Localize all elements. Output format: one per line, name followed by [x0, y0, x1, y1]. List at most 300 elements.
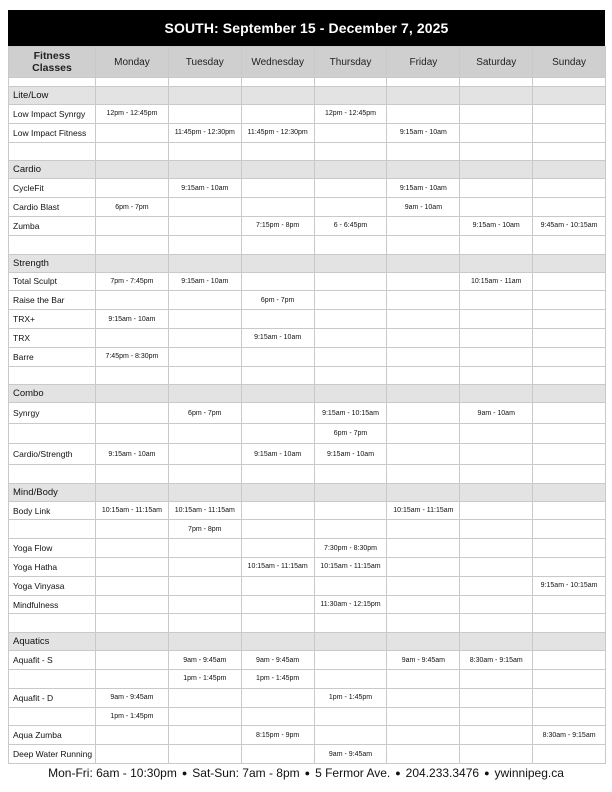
category-label: Combo — [9, 385, 96, 403]
category-cell — [460, 254, 533, 272]
class-time-cell: 12pm - 12:45pm — [96, 105, 169, 124]
category-row — [9, 161, 606, 179]
category-label: Aquatics — [9, 633, 96, 651]
class-time-cell — [460, 105, 533, 124]
category-label: Strength — [9, 254, 96, 272]
class-time-cell — [387, 576, 460, 595]
category-cell — [168, 385, 241, 403]
bullet-icon: ● — [181, 768, 188, 778]
class-time-cell — [168, 688, 241, 707]
blank-row — [9, 235, 606, 254]
schedule-title: SOUTH: September 15 - December 7, 2025 — [8, 10, 605, 46]
class-time-cell — [168, 444, 241, 465]
class-time-cell: 7:45pm - 8:30pm — [96, 347, 169, 366]
category-cell — [96, 87, 169, 105]
class-name: Raise the Bar — [9, 291, 96, 310]
category-cell — [533, 633, 606, 651]
class-row — [9, 651, 606, 670]
class-name: Yoga Vinyasa — [9, 576, 96, 595]
class-time-cell — [460, 576, 533, 595]
footer-weekend-hours: Sat-Sun: 7am - 8pm — [192, 766, 300, 780]
class-time-cell — [387, 558, 460, 577]
class-time-cell — [533, 670, 606, 689]
class-time-cell — [168, 707, 241, 726]
class-time-cell — [533, 291, 606, 310]
category-cell — [460, 385, 533, 403]
blank-cell — [168, 614, 241, 633]
class-time-cell — [96, 179, 169, 198]
class-time-cell — [314, 651, 387, 670]
footer-weekday-hours: Mon-Fri: 6am - 10:30pm — [48, 766, 177, 780]
class-time-cell: 9:15am - 10am — [387, 179, 460, 198]
category-cell — [168, 87, 241, 105]
class-time-cell — [387, 272, 460, 291]
class-time-cell — [314, 726, 387, 745]
category-label: Lite/Low — [9, 87, 96, 105]
blank-cell — [533, 614, 606, 633]
schedule-body — [9, 78, 606, 764]
class-time-cell — [387, 726, 460, 745]
class-time-cell — [96, 745, 169, 764]
blank-cell — [241, 366, 314, 385]
blank-cell — [314, 464, 387, 483]
class-row — [9, 520, 606, 539]
blank-cell — [533, 464, 606, 483]
class-name — [9, 670, 96, 689]
blank-cell — [96, 464, 169, 483]
class-time-cell — [314, 123, 387, 142]
class-time-cell — [241, 520, 314, 539]
class-time-cell — [241, 423, 314, 444]
class-row — [9, 105, 606, 124]
class-row — [9, 272, 606, 291]
footer-phone[interactable]: 204.233.3476 — [405, 766, 480, 780]
class-time-cell: 9am - 9:45am — [314, 745, 387, 764]
bullet-icon: ● — [304, 768, 311, 778]
category-row — [9, 254, 606, 272]
blank-row — [9, 614, 606, 633]
class-time-cell — [533, 105, 606, 124]
blank-cell — [387, 464, 460, 483]
class-row — [9, 216, 606, 235]
class-row — [9, 539, 606, 558]
class-time-cell — [168, 558, 241, 577]
class-time-cell — [168, 539, 241, 558]
blank-cell — [314, 366, 387, 385]
class-time-cell — [533, 179, 606, 198]
footer-website[interactable]: ywinnipeg.ca — [494, 766, 564, 780]
blank-cell — [314, 235, 387, 254]
class-name: Aquafit - S — [9, 651, 96, 670]
class-time-cell: 9:15am - 10am — [241, 444, 314, 465]
class-time-cell: 8:30am - 9:15am — [533, 726, 606, 745]
class-time-cell: 10:15am - 11:15am — [387, 501, 460, 520]
class-time-cell: 9:15am - 10:15am — [314, 403, 387, 424]
class-name: Synrgy — [9, 403, 96, 424]
blank-cell — [314, 614, 387, 633]
category-cell — [168, 161, 241, 179]
blank-cell — [241, 235, 314, 254]
class-name: Aquafit - D — [9, 688, 96, 707]
header-sunday: Sunday — [533, 47, 606, 78]
category-row — [9, 483, 606, 501]
class-time-cell — [533, 501, 606, 520]
class-time-cell — [241, 310, 314, 329]
class-time-cell — [168, 105, 241, 124]
blank-cell — [241, 142, 314, 161]
class-time-cell — [533, 423, 606, 444]
class-time-cell: 9:15am - 10am — [314, 444, 387, 465]
blank-cell — [460, 235, 533, 254]
class-row — [9, 745, 606, 764]
class-time-cell: 6pm - 7pm — [168, 403, 241, 424]
class-name: Cardio Blast — [9, 198, 96, 217]
category-cell — [533, 161, 606, 179]
header-fitness-line2: Classes — [32, 62, 72, 74]
class-name: CycleFit — [9, 179, 96, 198]
class-time-cell — [387, 423, 460, 444]
class-time-cell — [387, 444, 460, 465]
category-cell — [96, 385, 169, 403]
header-fitness-classes — [9, 47, 96, 78]
class-name: Low Impact Fitness — [9, 123, 96, 142]
class-time-cell — [168, 745, 241, 764]
class-time-cell — [533, 651, 606, 670]
class-time-cell — [460, 539, 533, 558]
blank-cell — [9, 142, 96, 161]
class-time-cell — [460, 291, 533, 310]
class-time-cell — [96, 670, 169, 689]
class-name: Aqua Zumba — [9, 726, 96, 745]
blank-row — [9, 142, 606, 161]
class-time-cell: 1pm - 1:45pm — [96, 707, 169, 726]
class-time-cell — [314, 347, 387, 366]
class-time-cell: 6 - 6:45pm — [314, 216, 387, 235]
class-time-cell — [314, 707, 387, 726]
class-time-cell — [314, 310, 387, 329]
class-time-cell — [387, 595, 460, 614]
class-time-cell: 9:15am - 10am — [168, 272, 241, 291]
category-cell — [460, 87, 533, 105]
class-time-cell: 10:15am - 11:15am — [314, 558, 387, 577]
class-time-cell — [96, 558, 169, 577]
class-time-cell — [314, 328, 387, 347]
class-time-cell: 11:30am - 12:15pm — [314, 595, 387, 614]
class-time-cell: 1pm - 1:45pm — [241, 670, 314, 689]
class-name: Low Impact Synrgy — [9, 105, 96, 124]
class-time-cell: 9:15am - 10:15am — [533, 576, 606, 595]
class-time-cell — [460, 347, 533, 366]
class-time-cell — [533, 328, 606, 347]
class-time-cell — [533, 347, 606, 366]
class-time-cell — [460, 123, 533, 142]
blank-cell — [533, 142, 606, 161]
class-row — [9, 179, 606, 198]
category-cell — [533, 87, 606, 105]
class-time-cell: 9:15am - 10am — [241, 328, 314, 347]
class-time-cell: 9:45am - 10:15am — [533, 216, 606, 235]
class-time-cell: 9:15am - 10am — [387, 123, 460, 142]
class-time-cell: 1pm - 1:45pm — [314, 688, 387, 707]
class-time-cell: 10:15am - 11:15am — [96, 501, 169, 520]
class-row — [9, 558, 606, 577]
class-name: Mindfulness — [9, 595, 96, 614]
category-row — [9, 87, 606, 105]
class-row — [9, 328, 606, 347]
class-time-cell — [533, 558, 606, 577]
category-cell — [387, 87, 460, 105]
category-cell — [314, 254, 387, 272]
category-cell — [314, 161, 387, 179]
class-time-cell — [168, 291, 241, 310]
blank-cell — [168, 142, 241, 161]
class-time-cell — [460, 198, 533, 217]
class-name: Deep Water Running — [9, 745, 96, 764]
class-time-cell: 9am - 10am — [460, 403, 533, 424]
class-time-cell: 11:45pm - 12:30pm — [241, 123, 314, 142]
class-time-cell — [460, 310, 533, 329]
class-time-cell — [314, 576, 387, 595]
class-time-cell — [168, 328, 241, 347]
class-time-cell — [314, 179, 387, 198]
class-time-cell — [460, 179, 533, 198]
blank-cell — [168, 366, 241, 385]
class-time-cell: 9:15am - 10am — [96, 444, 169, 465]
class-time-cell — [460, 707, 533, 726]
class-time-cell — [96, 403, 169, 424]
category-cell — [387, 254, 460, 272]
class-time-cell — [533, 688, 606, 707]
class-row — [9, 403, 606, 424]
category-cell — [314, 385, 387, 403]
class-time-cell — [168, 595, 241, 614]
category-cell — [241, 254, 314, 272]
class-row — [9, 707, 606, 726]
class-name: Cardio/Strength — [9, 444, 96, 465]
blank-cell — [168, 235, 241, 254]
blank-cell — [387, 142, 460, 161]
category-cell — [241, 483, 314, 501]
class-time-cell — [533, 310, 606, 329]
class-time-cell — [168, 198, 241, 217]
class-row — [9, 670, 606, 689]
class-time-cell: 6pm - 7pm — [96, 198, 169, 217]
class-row — [9, 595, 606, 614]
class-time-cell — [241, 595, 314, 614]
class-time-cell: 6pm - 7pm — [314, 423, 387, 444]
class-time-cell: 11:45pm - 12:30pm — [168, 123, 241, 142]
class-name — [9, 520, 96, 539]
category-label: Mind/Body — [9, 483, 96, 501]
category-cell — [460, 483, 533, 501]
class-time-cell — [241, 539, 314, 558]
class-time-cell — [533, 707, 606, 726]
blank-cell — [460, 142, 533, 161]
category-cell — [314, 483, 387, 501]
class-time-cell — [241, 745, 314, 764]
blank-cell — [533, 366, 606, 385]
spacer-row — [9, 78, 606, 87]
class-name: TRX+ — [9, 310, 96, 329]
class-time-cell — [314, 291, 387, 310]
class-row — [9, 123, 606, 142]
category-cell — [96, 161, 169, 179]
blank-cell — [387, 235, 460, 254]
class-time-cell: 6pm - 7pm — [241, 291, 314, 310]
category-cell — [387, 483, 460, 501]
class-name: Total Sculpt — [9, 272, 96, 291]
class-time-cell — [241, 576, 314, 595]
class-time-cell — [387, 539, 460, 558]
class-time-cell: 10:15am - 11:15am — [168, 501, 241, 520]
class-time-cell — [96, 216, 169, 235]
class-time-cell — [387, 216, 460, 235]
class-row — [9, 347, 606, 366]
class-time-cell — [168, 726, 241, 745]
class-time-cell — [460, 328, 533, 347]
category-cell — [533, 385, 606, 403]
class-time-cell — [460, 444, 533, 465]
class-time-cell — [533, 198, 606, 217]
class-time-cell — [387, 688, 460, 707]
category-cell — [460, 161, 533, 179]
class-name: Body Link — [9, 501, 96, 520]
blank-cell — [387, 366, 460, 385]
class-time-cell: 1pm - 1:45pm — [168, 670, 241, 689]
class-time-cell — [96, 328, 169, 347]
class-time-cell: 7pm - 8pm — [168, 520, 241, 539]
class-time-cell — [533, 539, 606, 558]
category-cell — [460, 633, 533, 651]
class-time-cell — [96, 123, 169, 142]
footer-info — [0, 766, 612, 780]
class-time-cell — [387, 347, 460, 366]
class-time-cell: 9am - 9:45am — [387, 651, 460, 670]
blank-cell — [96, 614, 169, 633]
class-time-cell — [241, 198, 314, 217]
class-name — [9, 707, 96, 726]
class-time-cell — [241, 707, 314, 726]
category-cell — [314, 87, 387, 105]
header-thursday: Thursday — [314, 47, 387, 78]
category-cell — [387, 385, 460, 403]
class-time-cell — [387, 403, 460, 424]
class-time-cell — [241, 403, 314, 424]
category-cell — [96, 483, 169, 501]
category-label: Cardio — [9, 161, 96, 179]
blank-row — [9, 464, 606, 483]
class-time-cell: 9am - 9:45am — [96, 688, 169, 707]
blank-cell — [96, 235, 169, 254]
category-cell — [96, 633, 169, 651]
category-cell — [314, 633, 387, 651]
class-name: Yoga Flow — [9, 539, 96, 558]
class-row — [9, 576, 606, 595]
class-time-cell — [241, 105, 314, 124]
class-time-cell: 10:15am - 11am — [460, 272, 533, 291]
bullet-icon: ● — [484, 768, 490, 778]
blank-cell — [168, 464, 241, 483]
class-time-cell — [460, 558, 533, 577]
class-time-cell: 7:30pm - 8:30pm — [314, 539, 387, 558]
class-time-cell — [460, 688, 533, 707]
class-time-cell — [387, 670, 460, 689]
class-time-cell — [96, 423, 169, 444]
header-tuesday: Tuesday — [168, 47, 241, 78]
class-time-cell: 9am - 9:45am — [241, 651, 314, 670]
class-time-cell — [314, 501, 387, 520]
class-time-cell — [96, 576, 169, 595]
class-row — [9, 444, 606, 465]
class-time-cell — [96, 726, 169, 745]
class-time-cell — [314, 520, 387, 539]
class-time-cell — [533, 272, 606, 291]
class-time-cell — [460, 501, 533, 520]
class-time-cell — [387, 328, 460, 347]
category-cell — [168, 254, 241, 272]
class-time-cell: 7:15pm - 8pm — [241, 216, 314, 235]
blank-cell — [314, 142, 387, 161]
category-cell — [168, 483, 241, 501]
category-cell — [168, 633, 241, 651]
class-time-cell — [168, 347, 241, 366]
category-cell — [96, 254, 169, 272]
class-time-cell — [314, 272, 387, 291]
class-time-cell — [387, 291, 460, 310]
class-time-cell — [533, 595, 606, 614]
class-name: Yoga Hatha — [9, 558, 96, 577]
blank-cell — [460, 614, 533, 633]
class-name — [9, 423, 96, 444]
header-fitness-line1: Fitness — [33, 50, 71, 62]
class-time-cell: 12pm - 12:45pm — [314, 105, 387, 124]
class-time-cell: 9:15am - 10am — [168, 179, 241, 198]
class-time-cell: 10:15am - 11:15am — [241, 558, 314, 577]
blank-cell — [241, 614, 314, 633]
class-time-cell — [314, 670, 387, 689]
blank-cell — [387, 614, 460, 633]
class-time-cell — [241, 501, 314, 520]
category-row — [9, 385, 606, 403]
class-time-cell — [460, 670, 533, 689]
blank-cell — [241, 464, 314, 483]
class-time-cell: 8:30am - 9:15am — [460, 651, 533, 670]
category-cell — [241, 161, 314, 179]
class-time-cell — [387, 745, 460, 764]
class-time-cell — [533, 123, 606, 142]
class-time-cell: 9am - 10am — [387, 198, 460, 217]
class-time-cell — [96, 595, 169, 614]
class-time-cell — [460, 520, 533, 539]
class-time-cell — [168, 576, 241, 595]
class-row — [9, 688, 606, 707]
class-time-cell — [533, 520, 606, 539]
blank-cell — [9, 614, 96, 633]
class-time-cell — [387, 105, 460, 124]
class-row — [9, 291, 606, 310]
class-time-cell — [533, 444, 606, 465]
category-cell — [241, 633, 314, 651]
header-wednesday: Wednesday — [241, 47, 314, 78]
class-time-cell — [314, 198, 387, 217]
class-time-cell — [241, 272, 314, 291]
blank-cell — [96, 366, 169, 385]
class-time-cell — [241, 179, 314, 198]
schedule-sheet — [8, 10, 605, 764]
blank-cell — [9, 235, 96, 254]
class-time-cell — [460, 726, 533, 745]
header-saturday: Saturday — [460, 47, 533, 78]
